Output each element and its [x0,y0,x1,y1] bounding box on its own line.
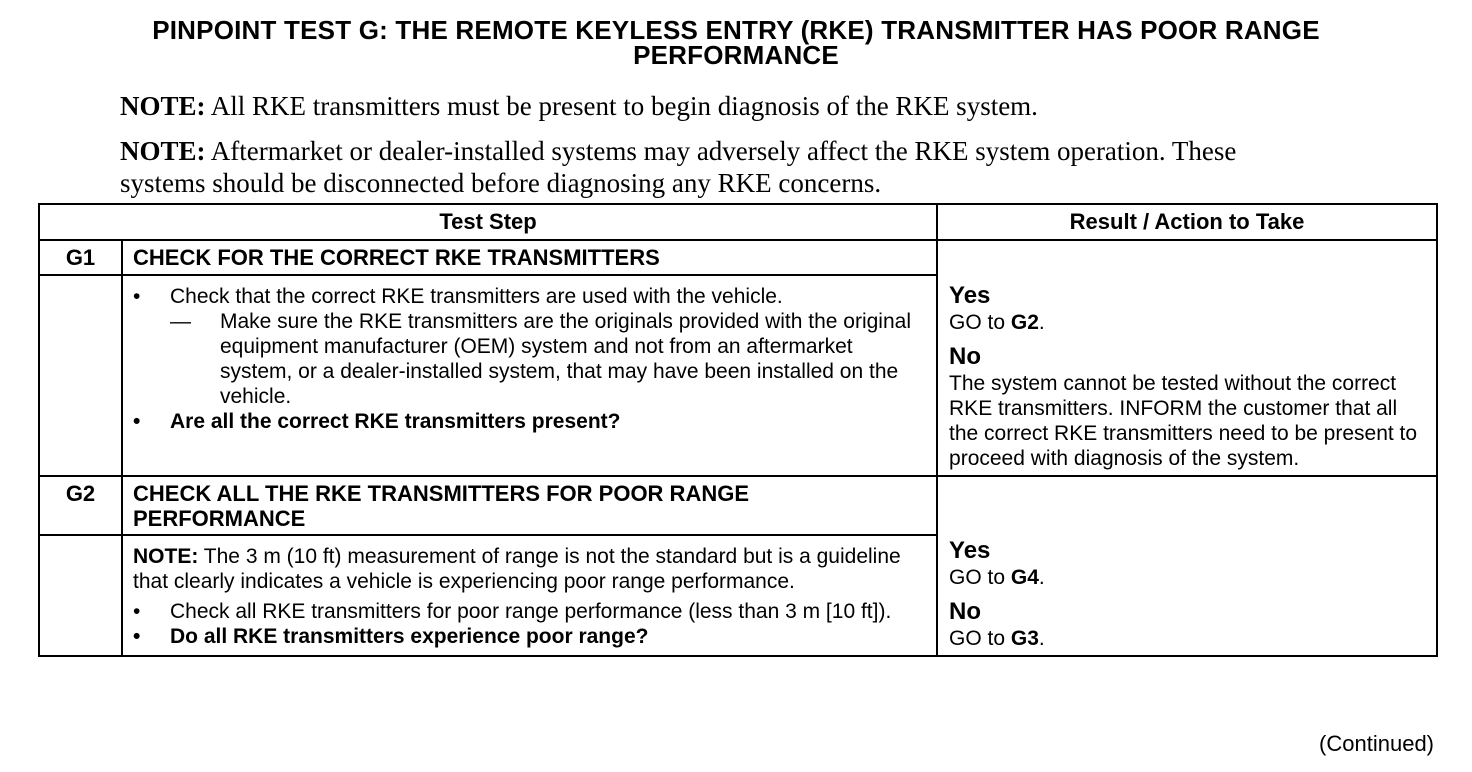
note-2-label: NOTE: [120,136,206,166]
g2-note-text: The 3 m (10 ft) measurement of range is not the standard but is a guideline that clearly indicates a vehicle is experiencing poor range performance. [133,545,901,593]
g1-question: • Are all the correct RKE transmitters present? [133,409,926,434]
step-g2-result [937,476,1437,656]
step-g2-heading: CHECK ALL THE RKE TRANSMITTERS FOR POOR RANGE PERFORMANCE [122,476,937,535]
step-g1-id-spacer [39,275,122,476]
g1-sub-item: — Make sure the RKE transmitters are the originals provided with the original equipment manufacturer (OEM) system and not from an aftermarket system, or a dealer-installed system, that may have been installed on the vehicle. [170,309,926,409]
step-id-g2: G2 [39,476,122,535]
g2-yes-label: Yes [949,537,991,564]
g2-note [133,544,926,594]
step-g1-heading: CHECK FOR THE CORRECT RKE TRANSMITTERS [122,240,937,275]
g1-bullet-1-text: Check that the correct RKE transmitters are used with the vehicle. [170,285,783,308]
table-header-row [39,204,1437,240]
step-g2-id-spacer [39,535,122,656]
page-title [0,15,1472,70]
g2-no-label: No [949,598,982,625]
g1-yes-target: G2 [1010,311,1039,334]
header-result-action: Result / Action to Take [937,204,1437,240]
g1-yes-action: GO to G2. [949,311,1045,334]
note-1-text: All RKE transmitters must be present to begin diagnosis of the RKE system. [210,91,1038,121]
g2-no-target: G3 [1010,627,1039,650]
step-g1-body [122,275,937,476]
note-1 [120,90,1240,122]
g1-yes-text: GO to [949,311,1006,334]
continued-label: (Continued) [1319,731,1434,756]
g2-no-action: GO to G3. [949,627,1045,650]
pinpoint-test-table [38,203,1438,657]
note-1-label: NOTE: [120,91,206,121]
title-line-2: PERFORMANCE [633,40,839,70]
g2-question: • Do all RKE transmitters experience poor range? [133,624,926,649]
g2-yes-text: GO to [949,566,1006,589]
step-g1-heading-row [39,240,1437,275]
g2-bullet-1: • Check all RKE transmitters for poor range performance (less than 3 m [10 ft]). [133,599,926,624]
title-line-1: PINPOINT TEST G: THE REMOTE KEYLESS ENTRY (RKE) TRANSMITTER HAS POOR RANGE [152,15,1320,45]
step-g2-heading-row [39,476,1437,535]
step-g2-body [122,535,937,656]
header-test-step: Test Step [39,204,937,240]
step-g1-result [937,240,1437,476]
g1-yes-label: Yes [949,282,991,309]
g2-yes-action: GO to G4. [949,566,1045,589]
g2-yes-target: G4 [1010,566,1039,589]
note-2-text: Aftermarket or dealer-installed systems may adversely affect the RKE system operation. These systems should be disconnected before diagnosing any RKE concerns. [120,136,1237,198]
g2-no-text: GO to [949,627,1006,650]
note-2 [120,135,1240,199]
g1-no-text: The system cannot be tested without the correct RKE transmitters. INFORM the customer that all the correct RKE transmitters need to be present to proceed with diagnosis of the system. [949,372,1418,470]
g1-bullet-1 [133,284,926,409]
g1-no-label: No [949,343,982,370]
g2-note-label: NOTE: [133,545,199,568]
step-id-g1: G1 [39,240,122,275]
